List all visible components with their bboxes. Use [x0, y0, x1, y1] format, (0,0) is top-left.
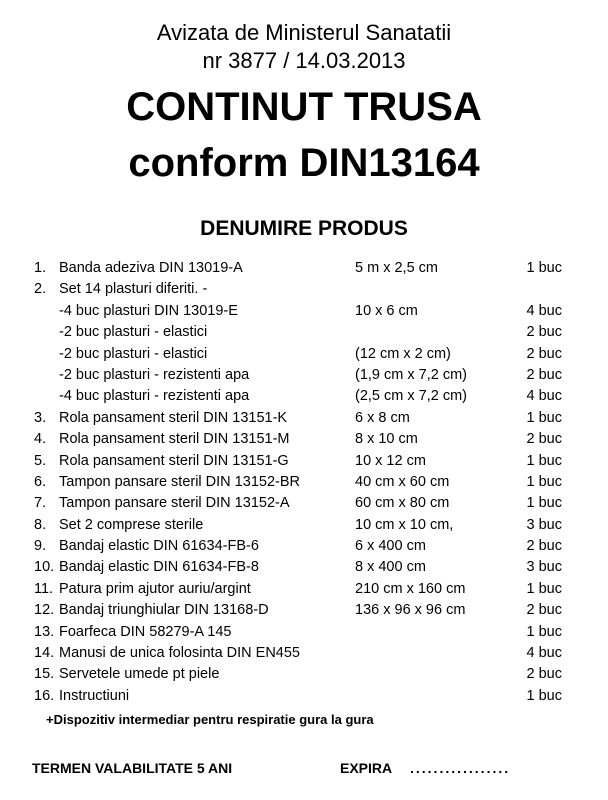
list-item — [0, 322, 608, 343]
item-name: Manusi de unica folosinta DIN EN455 — [59, 645, 300, 662]
item-quantity: 3 buc — [526, 516, 562, 533]
list-item — [0, 579, 608, 600]
approval-line-2: nr 3877 / 14.03.2013 — [202, 48, 406, 73]
item-name: Bandaj elastic DIN 61634-FB-6 — [59, 538, 259, 555]
item-name: Servetele umede pt piele — [59, 666, 220, 683]
item-number: 8. — [34, 516, 47, 533]
list-item — [0, 451, 608, 472]
list-item — [0, 365, 608, 386]
item-number: 2. — [34, 281, 47, 298]
item-number: 11. — [34, 580, 54, 597]
item-dimensions: 40 cm x 60 cm — [355, 473, 450, 490]
item-dimensions: (2,5 cm x 7,2 cm) — [355, 388, 467, 405]
item-name: Rola pansament steril DIN 13151-M — [59, 431, 290, 448]
list-item — [0, 515, 608, 536]
list-item — [0, 643, 608, 664]
item-dimensions: 210 cm x 160 cm — [355, 580, 466, 597]
section-heading: DENUMIRE PRODUS — [200, 217, 408, 240]
item-number: 5. — [34, 452, 47, 469]
list-item — [0, 386, 608, 407]
item-quantity: 1 buc — [526, 687, 562, 704]
item-quantity: 1 buc — [526, 473, 562, 490]
list-item — [0, 664, 608, 685]
item-name: Foarfeca DIN 58279-A 145 — [59, 623, 232, 640]
item-dimensions: 136 x 96 x 96 cm — [355, 602, 466, 619]
item-dimensions: 8 x 10 cm — [355, 431, 418, 448]
item-name: -4 buc plasturi - rezistenti apa — [59, 388, 250, 405]
item-dimensions: (12 cm x 2 cm) — [355, 345, 451, 362]
validity-label: TERMEN VALABILITATE 5 ANI — [32, 760, 233, 776]
item-name: Tampon pansare steril DIN 13152-A — [59, 495, 290, 512]
item-quantity: 1 buc — [526, 495, 562, 512]
list-item — [0, 686, 608, 707]
item-dimensions: 60 cm x 80 cm — [355, 495, 450, 512]
item-number: 13. — [34, 623, 55, 640]
item-quantity: 3 buc — [526, 559, 562, 576]
list-item — [0, 408, 608, 429]
item-quantity: 2 buc — [526, 538, 562, 555]
item-number: 10. — [34, 559, 55, 576]
title-line-2: conform DIN13164 — [128, 141, 480, 185]
item-name: Rola pansament steril DIN 13151-G — [59, 452, 289, 469]
item-name: Banda adeziva DIN 13019-A — [59, 260, 243, 276]
item-quantity: 2 buc — [526, 345, 562, 362]
list-item — [0, 301, 608, 322]
item-number: 15. — [34, 666, 55, 683]
item-quantity: 1 buc — [526, 580, 562, 597]
list-item — [0, 472, 608, 493]
item-dimensions: 5 m x 2,5 cm — [355, 260, 438, 276]
item-number: 4. — [34, 431, 47, 448]
item-name: Bandaj triunghiular DIN 13168-D — [59, 602, 269, 619]
item-dimensions: (1,9 cm x 7,2 cm) — [355, 366, 467, 383]
item-number: 12. — [34, 602, 55, 619]
item-number: 9. — [34, 538, 47, 555]
item-quantity: 2 buc — [526, 666, 562, 683]
title-line-1: CONTINUT TRUSA — [126, 85, 482, 129]
expiry-label: EXPIRA — [340, 760, 393, 776]
item-dimensions: 6 x 400 cm — [355, 538, 426, 555]
item-quantity: 1 buc — [526, 452, 562, 469]
item-dimensions: 10 cm x 10 cm, — [355, 516, 454, 533]
list-item — [0, 279, 608, 300]
item-quantity: 1 buc — [526, 260, 562, 276]
list-item — [0, 600, 608, 621]
item-number: 14. — [34, 645, 55, 662]
item-name: Set 14 plasturi diferiti. - — [59, 281, 208, 298]
item-dimensions: 10 x 6 cm — [355, 302, 418, 319]
item-number: 6. — [34, 473, 47, 490]
item-quantity: 2 buc — [526, 431, 562, 448]
item-name: Tampon pansare steril DIN 13152-BR — [59, 473, 300, 490]
item-number: 1. — [34, 260, 47, 276]
item-quantity: 2 buc — [526, 324, 562, 341]
item-name: Set 2 comprese sterile — [59, 516, 204, 533]
item-quantity: 4 buc — [526, 645, 562, 662]
item-name: Bandaj elastic DIN 61634-FB-8 — [59, 559, 259, 576]
item-dimensions: 10 x 12 cm — [355, 452, 426, 469]
item-name: -2 buc plasturi - elastici — [59, 345, 208, 362]
item-name: -2 buc plasturi - elastici — [59, 324, 208, 341]
list-item — [0, 493, 608, 514]
item-name: Instructiuni — [59, 687, 130, 704]
item-dimensions: 6 x 8 cm — [355, 409, 410, 426]
item-name: -2 buc plasturi - rezistenti apa — [59, 366, 250, 383]
item-name: -4 buc plasturi DIN 13019-E — [59, 302, 238, 319]
item-quantity: 1 buc — [526, 623, 562, 640]
list-item — [0, 429, 608, 450]
item-name: Rola pansament steril DIN 13151-K — [59, 409, 288, 426]
item-quantity: 4 buc — [526, 302, 562, 319]
item-number: 3. — [34, 409, 47, 426]
item-dimensions: 8 x 400 cm — [355, 559, 426, 576]
approval-line-1: Avizata de Ministerul Sanatatii — [156, 20, 452, 45]
expiry-blank: ................. — [410, 760, 511, 776]
list-item — [0, 536, 608, 557]
item-number: 7. — [34, 495, 47, 512]
list-item — [0, 557, 608, 578]
item-number: 16. — [34, 687, 55, 704]
item-quantity: 2 buc — [526, 602, 562, 619]
product-list — [0, 258, 608, 707]
item-name: Patura prim ajutor auriu/argint — [59, 580, 251, 597]
item-quantity: 4 buc — [526, 388, 562, 405]
item-quantity: 2 buc — [526, 366, 562, 383]
list-item — [0, 622, 608, 643]
list-item — [0, 258, 608, 279]
list-item — [0, 344, 608, 365]
extra-note: +Dispozitiv intermediar pentru respiratie gura la gura — [46, 712, 374, 727]
item-quantity: 1 buc — [526, 409, 562, 426]
